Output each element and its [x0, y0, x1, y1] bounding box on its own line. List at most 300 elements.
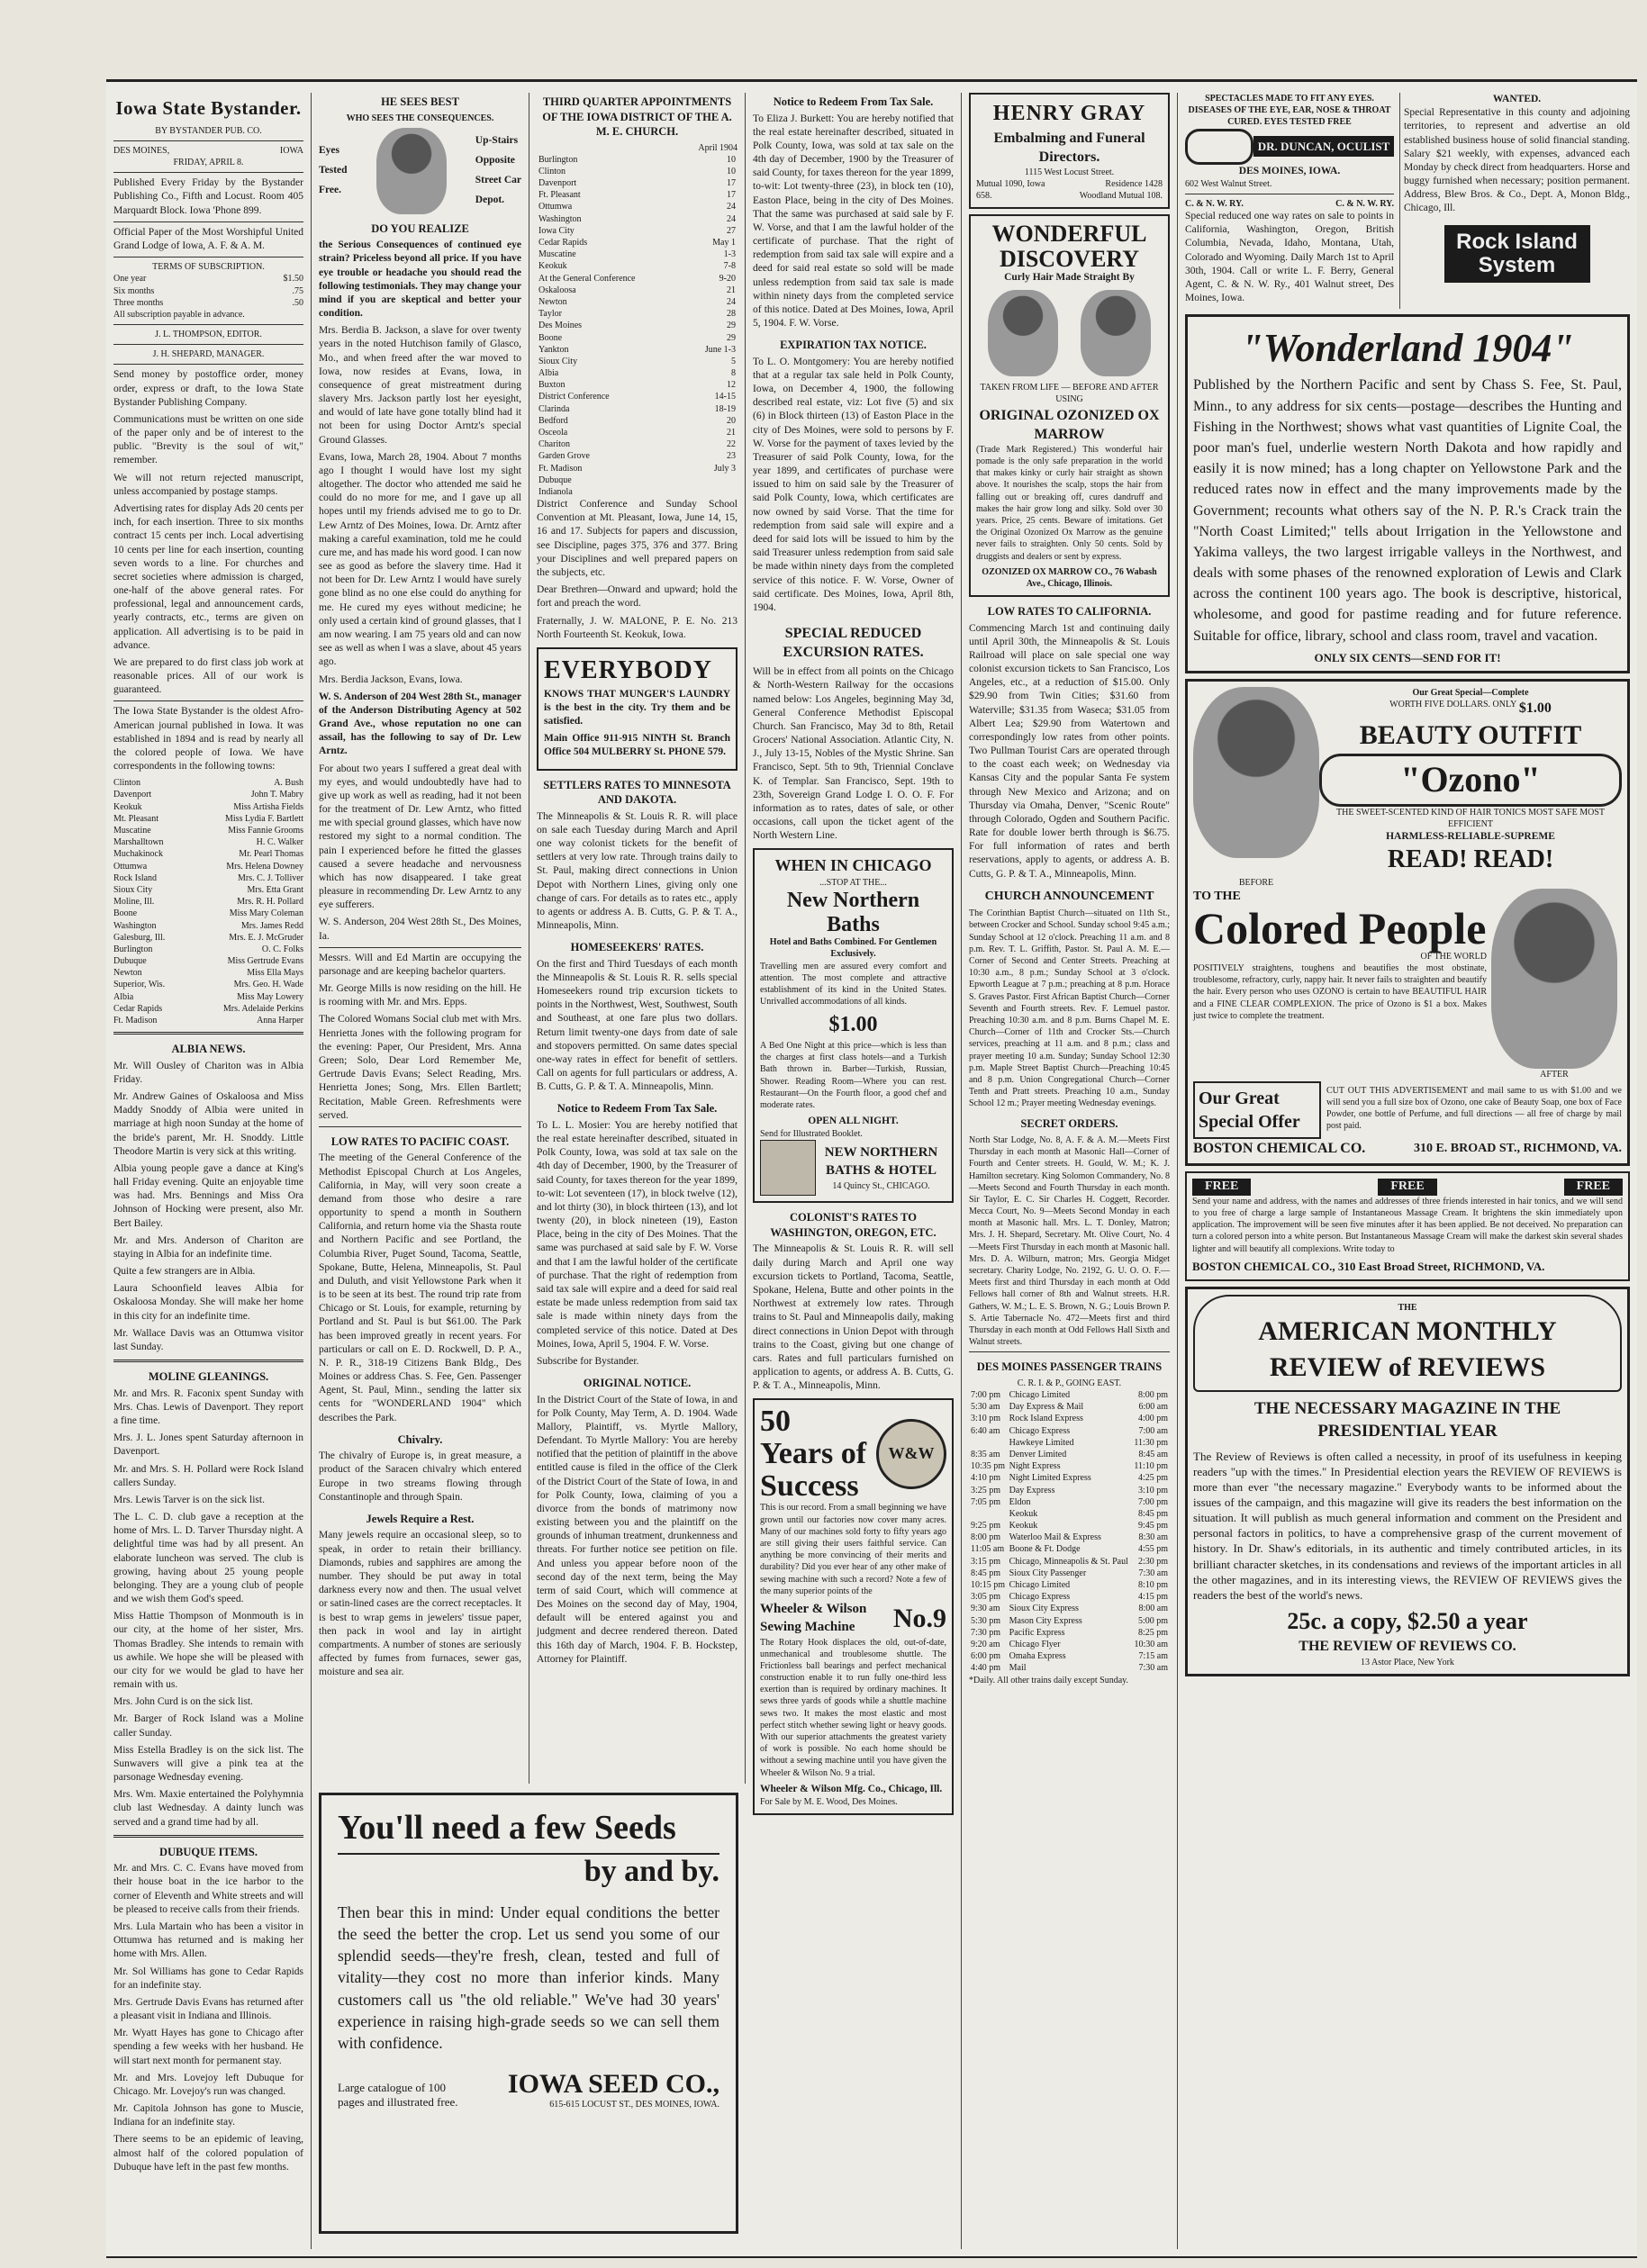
train-row	[969, 1568, 1170, 1579]
train-row	[969, 1389, 1170, 1401]
train-arrive: 3:05 pm	[971, 1592, 1001, 1603]
correspondent-row	[113, 872, 303, 884]
train-row	[969, 1650, 1170, 1662]
correspondent-row	[113, 825, 303, 836]
local-3: The Colored Womans Social club met with Mrs. Henrietta Jones with the following program for the evening: Paper, Our President, Mrs. Anna Green; Solo, Dear Lord Remember Me, Gertrude Davis Evans; Select Reading, Mrs. Henrietta Jones; Song, Mrs. Ellen Bartlett; Recitation, Mable Green. Refreshments were served.	[319, 1014, 521, 1121]
appointment-place: Muscatine	[538, 249, 576, 260]
ozono-offer-row	[1193, 1081, 1622, 1140]
train-row	[969, 1556, 1170, 1568]
correspondent-town: Cedar Rapids	[113, 1003, 163, 1014]
appointment-date: 23	[727, 451, 736, 462]
appointment-place: Washington	[538, 213, 582, 224]
spectacles-text: SPECTACLES MADE TO FIT ANY EYES. DISEASES OF THE EYE, EAR, NOSE & THROAT CURED. EYES TESTED FREE	[1188, 94, 1391, 128]
ozono-offer: Our Great Special Offer	[1193, 1081, 1321, 1140]
ozono-to: TO THE	[1193, 890, 1241, 904]
train-depart: 4:55 pm	[1137, 1544, 1168, 1555]
amer-address: 13 Astor Place, New York	[1361, 1657, 1454, 1667]
terms-title: TERMS OF SUBSCRIPTION.	[152, 262, 265, 273]
albia-item: Mr. Wallace Davis was an Ottumwa visitor last Sunday.	[113, 1327, 303, 1352]
wheeler-sale: For Sale by M. E. Wood, Des Moines.	[760, 1796, 898, 1807]
appointment-place: Dubuque	[538, 474, 572, 485]
train-name: Keokuk	[1009, 1521, 1038, 1532]
cnw-right: C. & N. W. RY.	[1335, 198, 1394, 209]
baths-sub: Hotel and Baths Combined. For Gentlemen Exclusively.	[769, 937, 937, 960]
train-name: Eldon	[1009, 1496, 1031, 1507]
chivalry-title: Chivalry.	[397, 1432, 443, 1446]
gray-name: HENRY GRAY	[992, 102, 1146, 125]
appointment-place: Buxton	[538, 380, 566, 391]
correspondent-town: Keokuk	[113, 801, 142, 812]
appointments-signature: Fraternally, J. W. MALONE, P. E. No. 213 North Fourteenth St. Keokuk, Iowa.	[537, 615, 738, 640]
amer-body: The Review of Reviews is often called a necessity, in proof of its usefulness in keeping readers "up with the times." In Presidential election years the REVIEW OF REVIEWS is more than ever "the necessary magazine." Everybody wants to be informed about the issues of the campaign, and this magazine will give its readers the best information on the situation. It will publish as much general information and comment on the President and personal factors in politics, to have a comprehensive grasp of the current movement of history. In Dr. Shaw's editorials, in its authentic and timely contributed articles, in its brilliant character sketches, in its condensations and reviews of the important articles in all the other magazines, and in its interesting views, the REVIEW OF REVIEWS gives the readers the best of the world's news.	[1193, 1449, 1622, 1602]
expiration-title: EXPIRATION TAX NOTICE.	[780, 339, 927, 352]
amer-head: THE NECESSARY MAGAZINE IN THE PRESIDENTIAL YEAR	[1253, 1399, 1561, 1441]
terms-row	[113, 273, 303, 285]
appointment-date: 28	[727, 309, 736, 320]
moline-item: Mrs. J. L. Jones spent Saturday afternoon in Davenport.	[113, 1432, 303, 1458]
ozono-special: Our Great Special—Complete	[1412, 687, 1529, 698]
doctor-portrait	[376, 128, 447, 214]
train-arrive	[969, 1437, 1008, 1449]
train-depart: 8:00 am	[1138, 1604, 1168, 1614]
train-arrive: 8:00 pm	[971, 1532, 1001, 1543]
appointment-place: Albia	[538, 368, 559, 379]
appointment-date: 17	[727, 190, 736, 201]
appointment-date: 24	[727, 296, 736, 307]
correspondent-row	[113, 979, 303, 990]
dubuque-item: Mr. Sol Williams has gone to Cedar Rapids for an indefinite stay.	[113, 1965, 303, 1991]
redeem-text: To L. L. Mosier: You are hereby notified that the real estate hereinafter described, situated in Polk County, Iowa, was sold at tax sale on the 4th day of December, 1900, by the Treasurer of said County, for taxes thereon for the year 1899, to-wit: Lot seventeen (17), in block twelve (12), and lot thirty (30), in block thirteen (13), and lot twenty (20), in block nineteen (19), Easton Place, being in the city of Des Moines. That the same was purchased at said sale by F. W. Vorse and that I am the lawful holder of the certificate of purchase. That the right of redemption from said tax sale will expire and a deed for said real estate be made unless redemption from said tax sale is made within ninety days from the completed service of this notice. Dated at Des Moines, Iowa, April 5, 1904. F. W. Vorse.	[537, 1119, 738, 1350]
train-arrive: 6:40 am	[971, 1425, 1000, 1436]
seeds-company: IOWA SEED CO.,	[507, 2069, 719, 2100]
oculist-row	[1185, 129, 1394, 165]
dubuque-item: Mr. and Mrs. Lovejoy left Dubuque for Chicago. Mr. Lovejoy's run was changed.	[113, 2072, 303, 2097]
moline-item: Miss Hattie Thompson of Monmouth is in our city, at the home of her sister, Mrs. Thomas Bradley. She intends to remain with us awhile. We hope she will be pleased with our city for we would be glad to have her remain with us.	[113, 1611, 303, 1691]
appointment-date: July 3	[713, 463, 736, 474]
appointment-row	[537, 450, 738, 462]
appointment-place: Garden Grove	[538, 451, 590, 462]
appointment-row	[537, 474, 738, 486]
ozono-address: 310 E. BROAD ST., RICHMOND, VA.	[1413, 1141, 1622, 1155]
appointment-date: 17	[727, 178, 736, 189]
train-row	[969, 1472, 1170, 1484]
appointment-row	[537, 438, 738, 450]
dubuque-item: There seems to be an epidemic of leaving, almost half of the colored population of Dubuque have left in the past few months.	[113, 2134, 303, 2173]
train-depart: 7:00 am	[1138, 1425, 1168, 1436]
correspondent-row	[113, 967, 303, 979]
seeds-title: You'll need a few Seeds	[338, 1809, 676, 1847]
train-depart: 8:00 pm	[1137, 1390, 1168, 1401]
correspondent-town: Washington	[113, 920, 157, 931]
wonder-name: ORIGINAL OZONIZED OX MARROW	[979, 407, 1160, 442]
homeseekers-title: HOMESEEKERS' RATES.	[570, 941, 704, 954]
special-title: SPECIAL REDUCED EXCURSION RATES.	[783, 626, 924, 661]
seeds-ad	[319, 1793, 738, 2234]
appointment-place: Keokuk	[538, 261, 567, 272]
albia-news	[113, 1060, 303, 1354]
appointment-place: Clinton	[538, 166, 566, 176]
appointment-date: 24	[727, 213, 736, 224]
eye-right-0: Up-Stairs	[475, 135, 519, 146]
seeds-body: Then bear this in mind: Under equal conditions the better the seed the better the crop. Let us send you some of our splendid seeds—they're fresh, clean, tested and full of vitality—they cost no more than inferior kinds. Many customers call us "the old reliable." We've had 30 years' experience in raising high-grade seeds so we can sell them with confidence.	[338, 1903, 719, 2052]
masthead-title: Iowa State Bystander.	[115, 97, 302, 119]
appointment-date: 18-19	[714, 403, 736, 414]
train-name: Sioux City Express	[1009, 1604, 1079, 1614]
testimonial-1: Mrs. Berdia B. Jackson, a slave for over twenty years in the noted Hutchison family of Glasco, Mo., and when freed after the war moved to Iowa, now resides at Evans, Iowa, in consequence of great mistreatment during slavery Mrs. Jackson partly lost her eyesight, and would of late have gone totally blind had it not been for using Doctor Arntz's special Ground Glasses.	[319, 325, 521, 446]
wheeler-company: Wheeler & Wilson Mfg. Co., Chicago, Ill.	[760, 1783, 943, 1794]
train-arrive: 5:30 am	[971, 1402, 1000, 1413]
dubuque-item: Mrs. Gertrude Davis Evans has returned after a pleasant visit in Indiana and Illinois.	[113, 1996, 303, 2022]
train-arrive: 7:30 pm	[971, 1627, 1001, 1638]
train-arrive: 8:45 pm	[971, 1568, 1001, 1578]
train-row	[969, 1508, 1170, 1520]
appointment-place: Osceola	[538, 428, 568, 438]
correspondent-row	[113, 813, 303, 825]
appointment-date: 22	[727, 439, 736, 450]
column-eye-ad	[312, 93, 529, 1784]
train-depart: 4:25 pm	[1137, 1473, 1168, 1484]
train-row	[969, 1413, 1170, 1424]
after-label: AFTER	[1540, 1070, 1569, 1080]
free-company: BOSTON CHEMICAL CO., 310 East Broad Street, RICHMOND, VA.	[1192, 1259, 1545, 1273]
train-depart: 4:00 pm	[1137, 1414, 1168, 1424]
terms-label: One year	[113, 274, 147, 285]
train-row	[969, 1401, 1170, 1413]
review-of-reviews-ad	[1185, 1287, 1630, 1676]
correspondent-row	[113, 884, 303, 896]
wonder-sub: Curly Hair Made Straight By	[1004, 272, 1135, 284]
before-label: BEFORE	[1238, 878, 1274, 889]
correspondent-row	[113, 777, 303, 789]
baths-body-2: A Bed One Night at this price—which is less than the charges at first class hotels—and a Turkish Bath thrown in. Barber—Turkish, Russian, Shower. Reading Room—Where you can rest. Restaurant—On the Fourth floor, a good chef and moderate rates.	[760, 1040, 946, 1110]
train-arrive: 3:15 pm	[971, 1556, 1001, 1567]
train-arrive: 8:35 am	[971, 1449, 1000, 1459]
albia-item: Quite a few strangers are in Albia.	[113, 1266, 256, 1278]
train-depart: 8:25 pm	[1137, 1627, 1168, 1638]
correspondent-name: Miss Mary Coleman	[229, 908, 303, 919]
rock-island-logo: Rock Island System	[1444, 225, 1590, 284]
train-name: Omaha Express	[1009, 1651, 1066, 1662]
everybody-text: KNOWS THAT MUNGER'S LAUNDRY is the best in the city. Try them and be satisfied.	[544, 688, 730, 727]
train-row	[969, 1437, 1170, 1449]
baths-name: New Northern Baths	[786, 889, 920, 936]
train-depart: 2:30 pm	[1137, 1556, 1168, 1567]
city: DES MOINES,	[113, 145, 170, 156]
cnw-text: Special reduced one way rates on sale to points in California, Washington, Oregon, British Columbia, Nevada, Idaho, Montana, Utah, Colorado and Wyoming. Daily March 1st to April 30th, 1904. Call or write L. F. Berry, General Agent, C. & N. W. Ry., 401 Walnut street, Des Moines, Iowa.	[1185, 211, 1394, 304]
pacific-title: LOW RATES TO PACIFIC COAST.	[330, 1134, 510, 1148]
train-depart: 6:00 am	[1138, 1402, 1168, 1413]
correspondent-name: Mrs. Adelaide Perkins	[222, 1003, 303, 1014]
newspaper-page	[106, 79, 1637, 2258]
wonder-company: OZONIZED OX MARROW CO., 76 Wabash Ave., Chicago, Illinois.	[982, 566, 1157, 589]
appointment-row	[537, 391, 738, 402]
gray-phone-1: Mutual 1090, Iowa 658.	[976, 179, 1045, 202]
train-name: Keokuk	[1009, 1508, 1038, 1519]
train-arrive: 11:05 am	[971, 1544, 1005, 1555]
ozono-mid	[1193, 889, 1622, 1080]
body-2: Communications must be written on one side of the paper only and be of interest to the public. "Brevity is the soul of wit," remember.	[113, 413, 303, 466]
train-depart: 8:10 pm	[1137, 1580, 1168, 1591]
correspondent-name: Mrs. C. J. Tolliver	[237, 872, 303, 883]
baths-stop: ...STOP AT THE...	[819, 878, 887, 889]
train-depart: 5:00 pm	[1137, 1615, 1168, 1626]
review-logo	[1193, 1295, 1622, 1392]
moline-item: The L. C. D. club gave a reception at the home of Mrs. L. D. Tarver Thursday night. A delightful time was had by all present. An elaborate luncheon was served. The club is growing, having about 25 young people belonging. They are a young club of people and we wish them God's speed.	[113, 1512, 303, 1605]
pacific-text: The meeting of the General Conference of the Methodist Episcopal Church at Los Angeles, California, in May, will very soon create a demand from those who desire a rare opportunity to spend a month in Southern California, and return home via the Shasta route and Northern Pacific and see Portland, the Columbia River, Puget Sound, Tacoma, Seattle, Spokane, Butte, Helena, Minneapolis, St. Paul and Duluth, and visit Yellowstone Park when it is to be seen at its best. The round trip rate from Chicago or St. Louis, for example, returning by Portland and St. Paul is but $61.00. The Park has been improved greatly in recent years. For particulars or call on E. D. Rockwell, D. P. A., N. P. R., 318-19 Citizens Bank Bldg., Des Moines or address Chas. S. Fee, Gen. Passenger Agent, St. Paul, Minn., sending the latter six cents for "WONDERLAND 1904" which describes the Park.	[319, 1152, 521, 1423]
train-name: Pacific Express	[1009, 1627, 1065, 1638]
fifty-row	[760, 1405, 946, 1502]
free-sample-ad	[1185, 1171, 1630, 1281]
correspondent-name: John T. Mabry	[250, 790, 303, 800]
seeds-title-2: by and by.	[338, 1853, 719, 1889]
dubuque-item: Mr. Capitola Johnson has gone to Muscie, Indiana for an indefinite stay.	[113, 2103, 303, 2128]
train-depart: 7:00 pm	[1137, 1496, 1168, 1507]
appointment-date: 21	[727, 285, 736, 295]
dubuque-item: Mrs. Lula Martain who has been a visitor in Ottumwa has returned and is making her home with Mrs. Allen.	[113, 1920, 303, 1960]
train-depart: 11:10 pm	[1134, 1461, 1168, 1472]
editor: J. L. THOMPSON, EDITOR.	[155, 330, 262, 340]
signature-2: W. S. Anderson, 204 West 28th St., Des Moines, Ia.	[319, 917, 521, 942]
testimonial-4: For about two years I suffered a great deal with my eyes, and would undoubtedly have had to give up work as well as reading, had it not been for the treatment of Dr. Lew Arntz, who fitted me with special ground glasses, which have now restored my sight to a normal condition. The pain I experienced before he fitted the glasses caused a severe headache and nervousness which has now disappeared. I take great pleasure in recommending Dr. Lew Arntz to any eye sufferers.	[319, 763, 521, 911]
correspondent-row	[113, 991, 303, 1003]
train-depart: 8:45 pm	[1137, 1508, 1168, 1519]
wonder-body: (Trade Mark Registered.) This wonderful hair pomade is the only safe preparation in the world that makes kinky or curly hair straight as shown above. It nourishes the scalp, stops the hair from falling out or breaking off, cures dandruff and makes the hair grow long and silky. Sold over 30 years. Price, 25 cents. Beware of imitations. Get the Original Ozonized Ox Marrow as the genuine never fails to straighten. Only 50 cents. Sold by druggists and dealers or sent by express.	[976, 444, 1163, 562]
appointment-date	[686, 474, 738, 486]
trains-sub: C. R. I. & P., GOING EAST.	[1017, 1378, 1122, 1388]
issue-date: FRIDAY, APRIL 8.	[173, 158, 244, 168]
published-note: Published Every Friday by the Bystander Publishing Co., Fifth and Locust. Room 405 Marquardt Block. Iowa 'Phone 899.	[113, 177, 303, 216]
appointment-row	[537, 213, 738, 225]
train-row	[969, 1639, 1170, 1650]
correspondent-town: Marshalltown	[113, 837, 164, 848]
appointment-place: Taylor	[538, 309, 562, 320]
signature-1: Mrs. Berdia Jackson, Evans, Iowa.	[319, 673, 463, 685]
correspondent-name: O. C. Folks	[261, 944, 303, 954]
original-notice-title: ORIGINAL NOTICE.	[583, 1377, 692, 1390]
appointment-date	[686, 486, 738, 498]
appointment-place: Iowa City	[538, 225, 575, 236]
eye-right-2: Street Car	[475, 174, 521, 185]
ozono-mid-text	[1193, 889, 1487, 1026]
train-arrive: 9:25 pm	[971, 1521, 1001, 1532]
correspondent-town: Ft. Madison	[113, 1016, 158, 1026]
wonder-label: TAKEN FROM LIFE — BEFORE AND AFTER USING	[980, 383, 1159, 405]
correspondent-town: Burlington	[113, 944, 153, 954]
moline-item: Mrs. Lewis Tarver is on the sick list.	[113, 1494, 265, 1505]
appointment-place: Cedar Rapids	[538, 238, 588, 248]
ozono-name: "Ozono"	[1319, 754, 1622, 807]
train-arrive: 10:15 pm	[971, 1580, 1006, 1591]
correspondent-row	[113, 896, 303, 908]
after-block	[1487, 889, 1622, 1080]
ozono-company-row	[1193, 1139, 1622, 1158]
gray-sub: Embalming and Funeral Directors.	[993, 130, 1145, 165]
gray-phones	[976, 178, 1163, 202]
train-row	[969, 1543, 1170, 1555]
expiration-text: To L. O. Montgomery: You are hereby notified that at a regular tax sale held in Polk County, Iowa, on December 4, 1900, the following described real estate, viz: Lot five (5) and six (6) in Block thirteen (13) of Easton Place in the city of Des Moines, were sold to persons by F. W. Vorse for the payment of taxes levied by the Treasurer of said Polk County, Iowa, for the year 1899, and certificates of purchase were issued to him on said sale by the Treasurer of said Polk County, Iowa, which certificates are now owned by said Vorse. That the time for redemption from said sale will expire and a deed for said lots will be issued to him by the said Treasurer unless redemption from said sale be made within ninety days from the completed service of this notice. F. W. Vorse, Owner of said certificate. Des Moines, Iowa, April 8th, 1904.	[753, 356, 954, 613]
appointment-date: June 1-3	[704, 344, 736, 355]
correspondent-name: Miss Ella Mays	[247, 968, 303, 979]
column-ads-right	[1178, 93, 1637, 2249]
albia-item: Albia young people gave a dance at King's hall Friday evening. Quite an enjoyable time was had. Mrs. Bennings and Miss Ora Johnson of Hocking were present, also Mr. Bert Bailey.	[113, 1162, 303, 1229]
correspondent-name: Mrs. Geo. H. Wade	[233, 980, 303, 990]
albia-item: Mr. Will Ousley of Chariton was in Albia Friday.	[113, 1060, 303, 1085]
state: IOWA	[279, 145, 303, 156]
correspondent-town: Galesburg, Ill.	[113, 932, 166, 943]
appointment-date: 9-20	[719, 273, 736, 284]
appointment-date: 12	[727, 380, 736, 391]
appointment-row	[537, 154, 738, 166]
appointment-row	[537, 367, 738, 379]
appointment-row	[537, 225, 738, 237]
wheeler-name-row	[760, 1601, 946, 1637]
train-depart: 11:30 pm	[1134, 1437, 1168, 1448]
realize-title: DO YOU REALIZE	[371, 221, 469, 235]
ozono-worth: WORTH FIVE DOLLARS. ONLY	[1389, 700, 1517, 710]
train-name: Chicago Express	[1009, 1425, 1071, 1436]
train-name: Chicago Limited	[1009, 1390, 1071, 1401]
train-name: Mason City Express	[1009, 1615, 1082, 1626]
henry-gray-ad	[969, 93, 1170, 209]
correspondent-name: Miss Fannie Grooms	[228, 826, 303, 836]
appointment-place: Yankton	[538, 344, 569, 355]
moline-item: Mr. and Mrs. R. Faconix spent Sunday with Mrs. Chas. Lewis of Davenport. They report a fine time.	[113, 1387, 303, 1426]
appointment-row	[537, 320, 738, 331]
correspondent-town: Dubuque	[113, 956, 147, 967]
settlers-title: SETTLERS RATES TO MINNESOTA AND DAKOTA.	[543, 778, 731, 807]
column-appointments	[529, 93, 746, 1784]
everybody-title: EVERYBODY	[544, 655, 712, 684]
free-body: Send your name and address, with the names and addresses of three friends interested in hair tonics, and we will send to you free of charge a large sample of Instantaneous Massage Cream. It brightens the skin immediately upon application. The improvement will be seen five minutes after it has been applied. Be not deceived. No preparation can turn a colored person into a white person. But Instantaneous Massage Cream will make the darkest skin several shades lighter and will beautify all complexions. Write today to	[1192, 1196, 1623, 1254]
terms-price: .75	[292, 285, 303, 296]
ozono-beauty: BEAUTY OUTFIT	[1359, 720, 1582, 751]
notice-1-text: To Eliza J. Burkett: You are hereby notified that the real estate hereinafter described, situated in Polk County, Iowa, was sold at tax sale on the 4th day of December, 1900 by the Treasurer of said County, for taxes thereon for the year 1899, to-wit: Lot twenty-three (23), in block ten (10), Easton Place, being in the city of Des Moines. That the same was purchased at said sale by F. W. Vorse, and that I am the lawful holder of the certificate of purchase. That the right of redemption from said tax sale will expire and a deed for said real estate so sold will be made unless redemption from said tax sale is made within ninety days from the completed service of this notice. Dated at Des Moines, Iowa, April 5, 1904. F. W. Vorse.	[753, 113, 954, 330]
baths-send: Send for Illustrated Booklet.	[760, 1129, 863, 1140]
appointments-month: April 1904	[698, 142, 738, 153]
train-name: Day Express & Mail	[1009, 1402, 1084, 1413]
appointments-title: THIRD QUARTER APPOINTMENTS OF THE IOWA DISTRICT OF THE A. M. E. CHURCH.	[542, 95, 732, 138]
albia-item: Laura Schoonfield leaves Albia for Oskaloosa Monday. She will make her home in this city for an indefinite time.	[113, 1283, 303, 1322]
everybody-text-2: Main Office 911-915 NINTH St. Branch Office 504 MULBERRY St. PHONE 579.	[544, 733, 730, 758]
wheeler-name: Wheeler & Wilson Sewing Machine	[760, 1601, 867, 1634]
train-depart: 9:45 pm	[1137, 1521, 1168, 1532]
subscribe-note: Subscribe for Bystander.	[537, 1355, 639, 1367]
baths-address: 14 Quincy St., CHICAGO.	[832, 1180, 930, 1191]
correspondent-row	[113, 1015, 303, 1026]
appointment-row	[537, 260, 738, 272]
moline-item: Mr. Barger of Rock Island was a Moline caller Sunday.	[113, 1713, 303, 1739]
terms-price: $1.50	[283, 274, 303, 285]
column-notices	[746, 93, 962, 2249]
train-arrive: 3:10 pm	[971, 1414, 1001, 1424]
correspondent-row	[113, 955, 303, 967]
redeem-title: Notice to Redeem From Tax Sale.	[557, 1102, 718, 1116]
appointment-row	[537, 273, 738, 285]
notice-1-title: Notice to Redeem From Tax Sale.	[773, 95, 934, 108]
settlers-text: The Minneapolis & St. Louis R. R. will place on sale each Tuesday during March and April one way colonist tickets for the benefit of settlers at very low rate. Through trains daily to St. Paul, making direct connections in Union Depot with Northern Lines, giving only one change of cars. For details as to rates etc., apply to agents or address A. B. Cutts, G. P. & T. A., Minneapolis, Minn.	[537, 810, 738, 932]
appointment-place: Ft. Pleasant	[538, 190, 581, 201]
dubuque-item: Mr. Wyatt Hayes has gone to Chicago after spending a few weeks with her husband. He will start next month for permanent stay.	[113, 2028, 303, 2066]
testimonial-3: W. S. Anderson of 204 West 28th St., manager of the Anderson Distributing Agency at 502 Grand Ave., whose reputation no one can assail, has the following to say of Dr. Lew Arntz.	[319, 691, 521, 757]
chivalry-text: The chivalry of Europe is, in great measure, a product of the Saracen chivalry which entered Europe in two streams flowing through Constantinople and through Spain.	[319, 1450, 521, 1503]
train-name: Sioux City Passenger	[1009, 1568, 1087, 1578]
ozono-world: OF THE WORLD	[1420, 951, 1487, 962]
baths-logo-row	[760, 1140, 946, 1196]
baths-ad	[753, 848, 954, 1203]
train-row	[969, 1579, 1170, 1591]
trains-note: *Daily. All other trains daily except Sunday.	[969, 1675, 1128, 1685]
top-ad-row	[1185, 93, 1630, 309]
colonist-text: The Minneapolis & St. Louis R. R. will sell daily during March and April one way excursion tickets to Portland, Tacoma, Seattle, Spokane, Helena, Butte and other points in the Northwest at extremely low rates. Through trains to St. Paul and Minneapolis daily, making direct connections in Union Depot with through trains to the Coast, giving but one change of cars. Rates and full particulars furnished on application to agents, or address A. B. Cutts, G. P. & T. A., Minneapolis, Minn.	[753, 1243, 954, 1392]
train-arrive: 3:25 pm	[971, 1485, 1001, 1495]
eye-left-0: Eyes	[319, 144, 339, 156]
appointment-row	[537, 177, 738, 189]
after-woman-portrait	[1491, 889, 1617, 1069]
appointment-date: 5	[731, 356, 736, 366]
correspondents-list	[113, 777, 303, 1026]
train-row	[969, 1520, 1170, 1532]
train-name: Chicago Flyer	[1009, 1639, 1061, 1649]
fifty-body: This is our record. From a small beginning we have grown until our factories now cover many acres. Many of our machines sold forty to fifty years ago are still giving their users faithful service. Can anything be more convincing of their merits and durability? Did you ever hear of any other make of sewing machine with such a record? Note a few of the many superior points of the	[760, 1503, 946, 1596]
trains-title: DES MOINES PASSENGER TRAINS	[976, 1360, 1163, 1374]
body-5: We are prepared to do first class job work at reasonable prices. All of our work is guaranteed.	[113, 656, 303, 696]
wonder-title: WONDERFUL DISCOVERY	[991, 221, 1147, 272]
moline-gleanings	[113, 1387, 303, 1830]
correspondent-row	[113, 789, 303, 800]
appointment-place: Des Moines	[538, 321, 583, 331]
spectacles-icon	[1185, 129, 1253, 165]
train-name: Night Limited Express	[1009, 1473, 1091, 1484]
ozono-tag: THE SWEET-SCENTED KIND OF HAIR TONICS MOST SAFE MOST EFFICIENT	[1336, 807, 1605, 829]
appointment-row	[537, 379, 738, 391]
moline-title: MOLINE GLEANINGS.	[148, 1370, 269, 1384]
ozono-harmless: HARMLESS-RELIABLE-SUPREME	[1386, 831, 1555, 843]
ozono-company: BOSTON CHEMICAL CO.	[1193, 1141, 1366, 1157]
train-depart: 8:45 am	[1138, 1449, 1168, 1459]
train-name: Chicago Express	[1009, 1592, 1071, 1603]
appointment-row	[537, 248, 738, 260]
appointment-date: 8	[731, 368, 736, 379]
baths-logo-block	[816, 1144, 946, 1192]
correspondent-town: Sioux City	[113, 884, 153, 895]
train-depart: 3:10 pm	[1137, 1485, 1168, 1495]
appointment-place: Davenport	[538, 178, 577, 189]
correspondent-town: Boone	[113, 908, 138, 919]
terms-list	[113, 273, 303, 309]
appointment-date: 10	[727, 154, 736, 165]
amer-price: 25c. a copy, $2.50 a year	[1287, 1608, 1528, 1635]
train-arrive: 4:40 pm	[971, 1663, 1001, 1674]
official-paper: Official Paper of the Most Worshipful United Grand Lodge of Iowa, A. F. & A. M.	[113, 226, 303, 251]
church-text: The Corinthian Baptist Church—situated on 11th St., between Crocker and School. Sunday school 9:45 a.m.; Sunday School at 12 o'clock. Preaching 11 a.m. and 8 p.m. Rev. T. L. Griffith, Pastor. St. Paul A. M. E.—Corner of Second and Center Streets. Preaching at 10:30 a.m., 8 p.m.; Sunday School at 3 o'clock. Epworth League at 7 p.m.; preaching at 8 p.m. Horace S. Graves Pastor. First African Baptist Church—Corner Seventh and Fourth streets. Rev. F. Lemuel pastor. Preaching 10:30 a.m. and 8 p.m. Burns Chapel M. E. Church—Corner of 11th and Crocker Sts.—Church services, preaching at 11 a.m. and 8 p.m.; class and prayer meeting 10 a.m. Sunday; Sunday School 12:30 p.m. Maple Street Baptist Church—Preaching 10:45 and 8 p.m. Union Congregational Church—Corner Tenth and Pratt streets. Preaching 10 a.m., Sunday School 12 m.; Prayer meeting Wednesday evenings.	[969, 908, 1170, 1109]
train-arrive: 10:35 pm	[971, 1461, 1006, 1472]
correspondent-name: Miss May Lowery	[237, 991, 303, 1002]
appointment-date: 29	[727, 321, 736, 331]
free-label-1: FREE	[1192, 1179, 1251, 1195]
building-illustration	[760, 1140, 816, 1196]
correspondent-name: Mrs. E. J. McGruder	[229, 932, 303, 943]
train-row	[969, 1603, 1170, 1614]
realize-text: the Serious Consequences of continued eye strain? Priceless beyond all price. If you have eye trouble or headache you should read the following testimonials. They may change your mind if you are skeptical and better your condition.	[319, 239, 521, 320]
sees-title: HE SEES BEST	[381, 95, 459, 108]
train-arrive	[969, 1508, 1008, 1520]
appointments-body: District Conference and Sunday School Convention at Mt. Pleasant, Iowa, June 14, 15, 16 and 17. Subjects for papers and discussion, see Discipline, pages 375, 376 and 377. Bring your Disciplines and well prepared papers on the subjects, etc.	[537, 499, 738, 578]
eye-left-2: Free.	[319, 184, 342, 195]
correspondent-town: Davenport	[113, 790, 152, 800]
train-row	[969, 1532, 1170, 1543]
dateline	[113, 145, 303, 157]
appointment-row	[537, 427, 738, 438]
